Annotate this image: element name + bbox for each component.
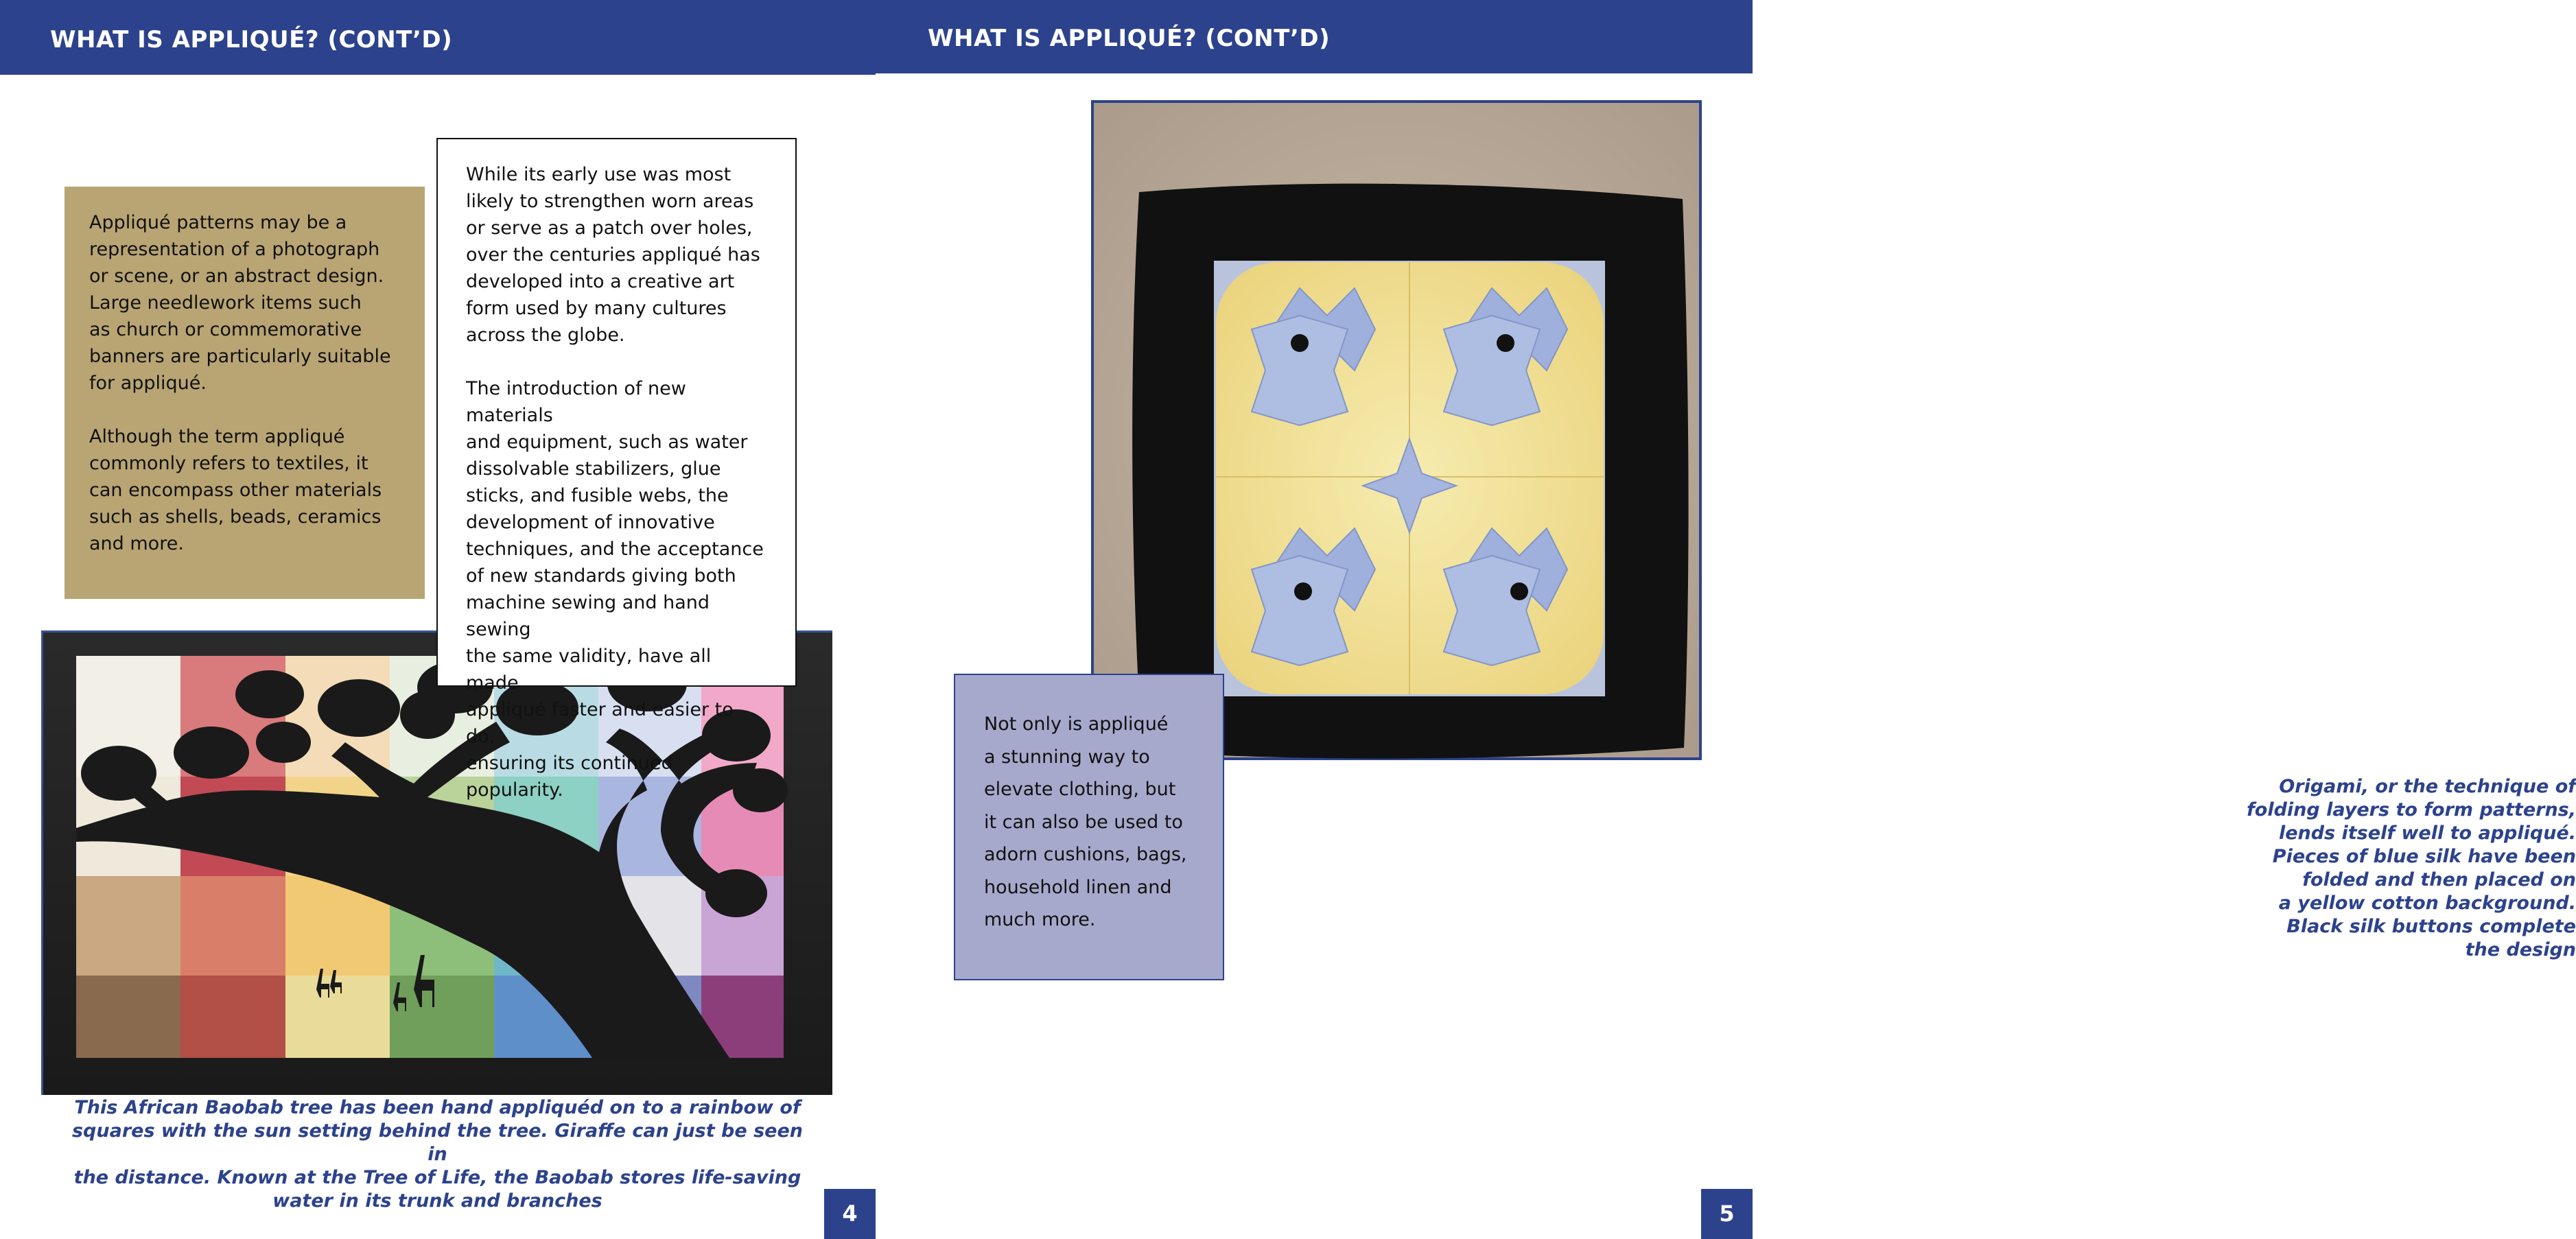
left-page	[0, 0, 876, 1239]
right-page	[876, 0, 2576, 1239]
page-header	[0, 0, 876, 75]
origami-cushion-image	[1094, 103, 1699, 757]
page-title: WHAT IS APPLIQUÉ? (CONT’D)	[928, 25, 1331, 52]
page-number: 5	[1701, 1189, 1753, 1239]
origami-cushion-photo	[1091, 100, 1702, 760]
lavender-text-box	[954, 674, 1224, 980]
tan-box-text: Appliqué patterns may be a representation of a photograph or scene, or an abstract design. Large needlework items such as church or commemorative banners are particularly suitable for appliqué. Although the term appliqué commonly refers to textiles, it can encompass other materials such as shells, beads, ceramics and more.	[89, 212, 391, 554]
tan-text-box	[65, 187, 425, 599]
origami-caption: Origami, or the technique of folding layers to form patterns, lends itself well to appliqué. Pieces of blue silk have been folded and then placed on a yellow cotton background. Black silk buttons complete the design	[2247, 776, 2576, 960]
page-title: WHAT IS APPLIQUÉ? (CONT’D)	[50, 26, 453, 54]
page-number: 4	[824, 1189, 876, 1239]
baobab-caption: This African Baobab tree has been hand appliquéd on to a rainbow of squares with the sun setting behind the tree. Giraffe can just be seen in the distance. Known at the Tree of Life, the Baobab stores life-saving water in its trunk and branches	[71, 1097, 804, 1212]
white-box-text: While its early use was most likely to strengthen worn areas or serve as a patch over holes, over the centuries appliqué has developed into a creative art form used by many cultures across the globe. The introduction of new materials and equipment, such as water dissolvable stabilizers, glue sticks, and fusible webs, the development of innovative techniques, and the acceptance of new standards giving both machine sewing and hand sewing the same validity, have all made appliqué faster and easier to do, ensuring its continued popularity.	[466, 164, 764, 801]
lavender-box-text: Not only is appliqué a stunning way to elevate clothing, but it can also be used to adorn cushions, bags, household linen and much more.	[984, 713, 1187, 930]
white-text-box	[436, 138, 797, 801]
page-header	[876, 0, 1753, 73]
